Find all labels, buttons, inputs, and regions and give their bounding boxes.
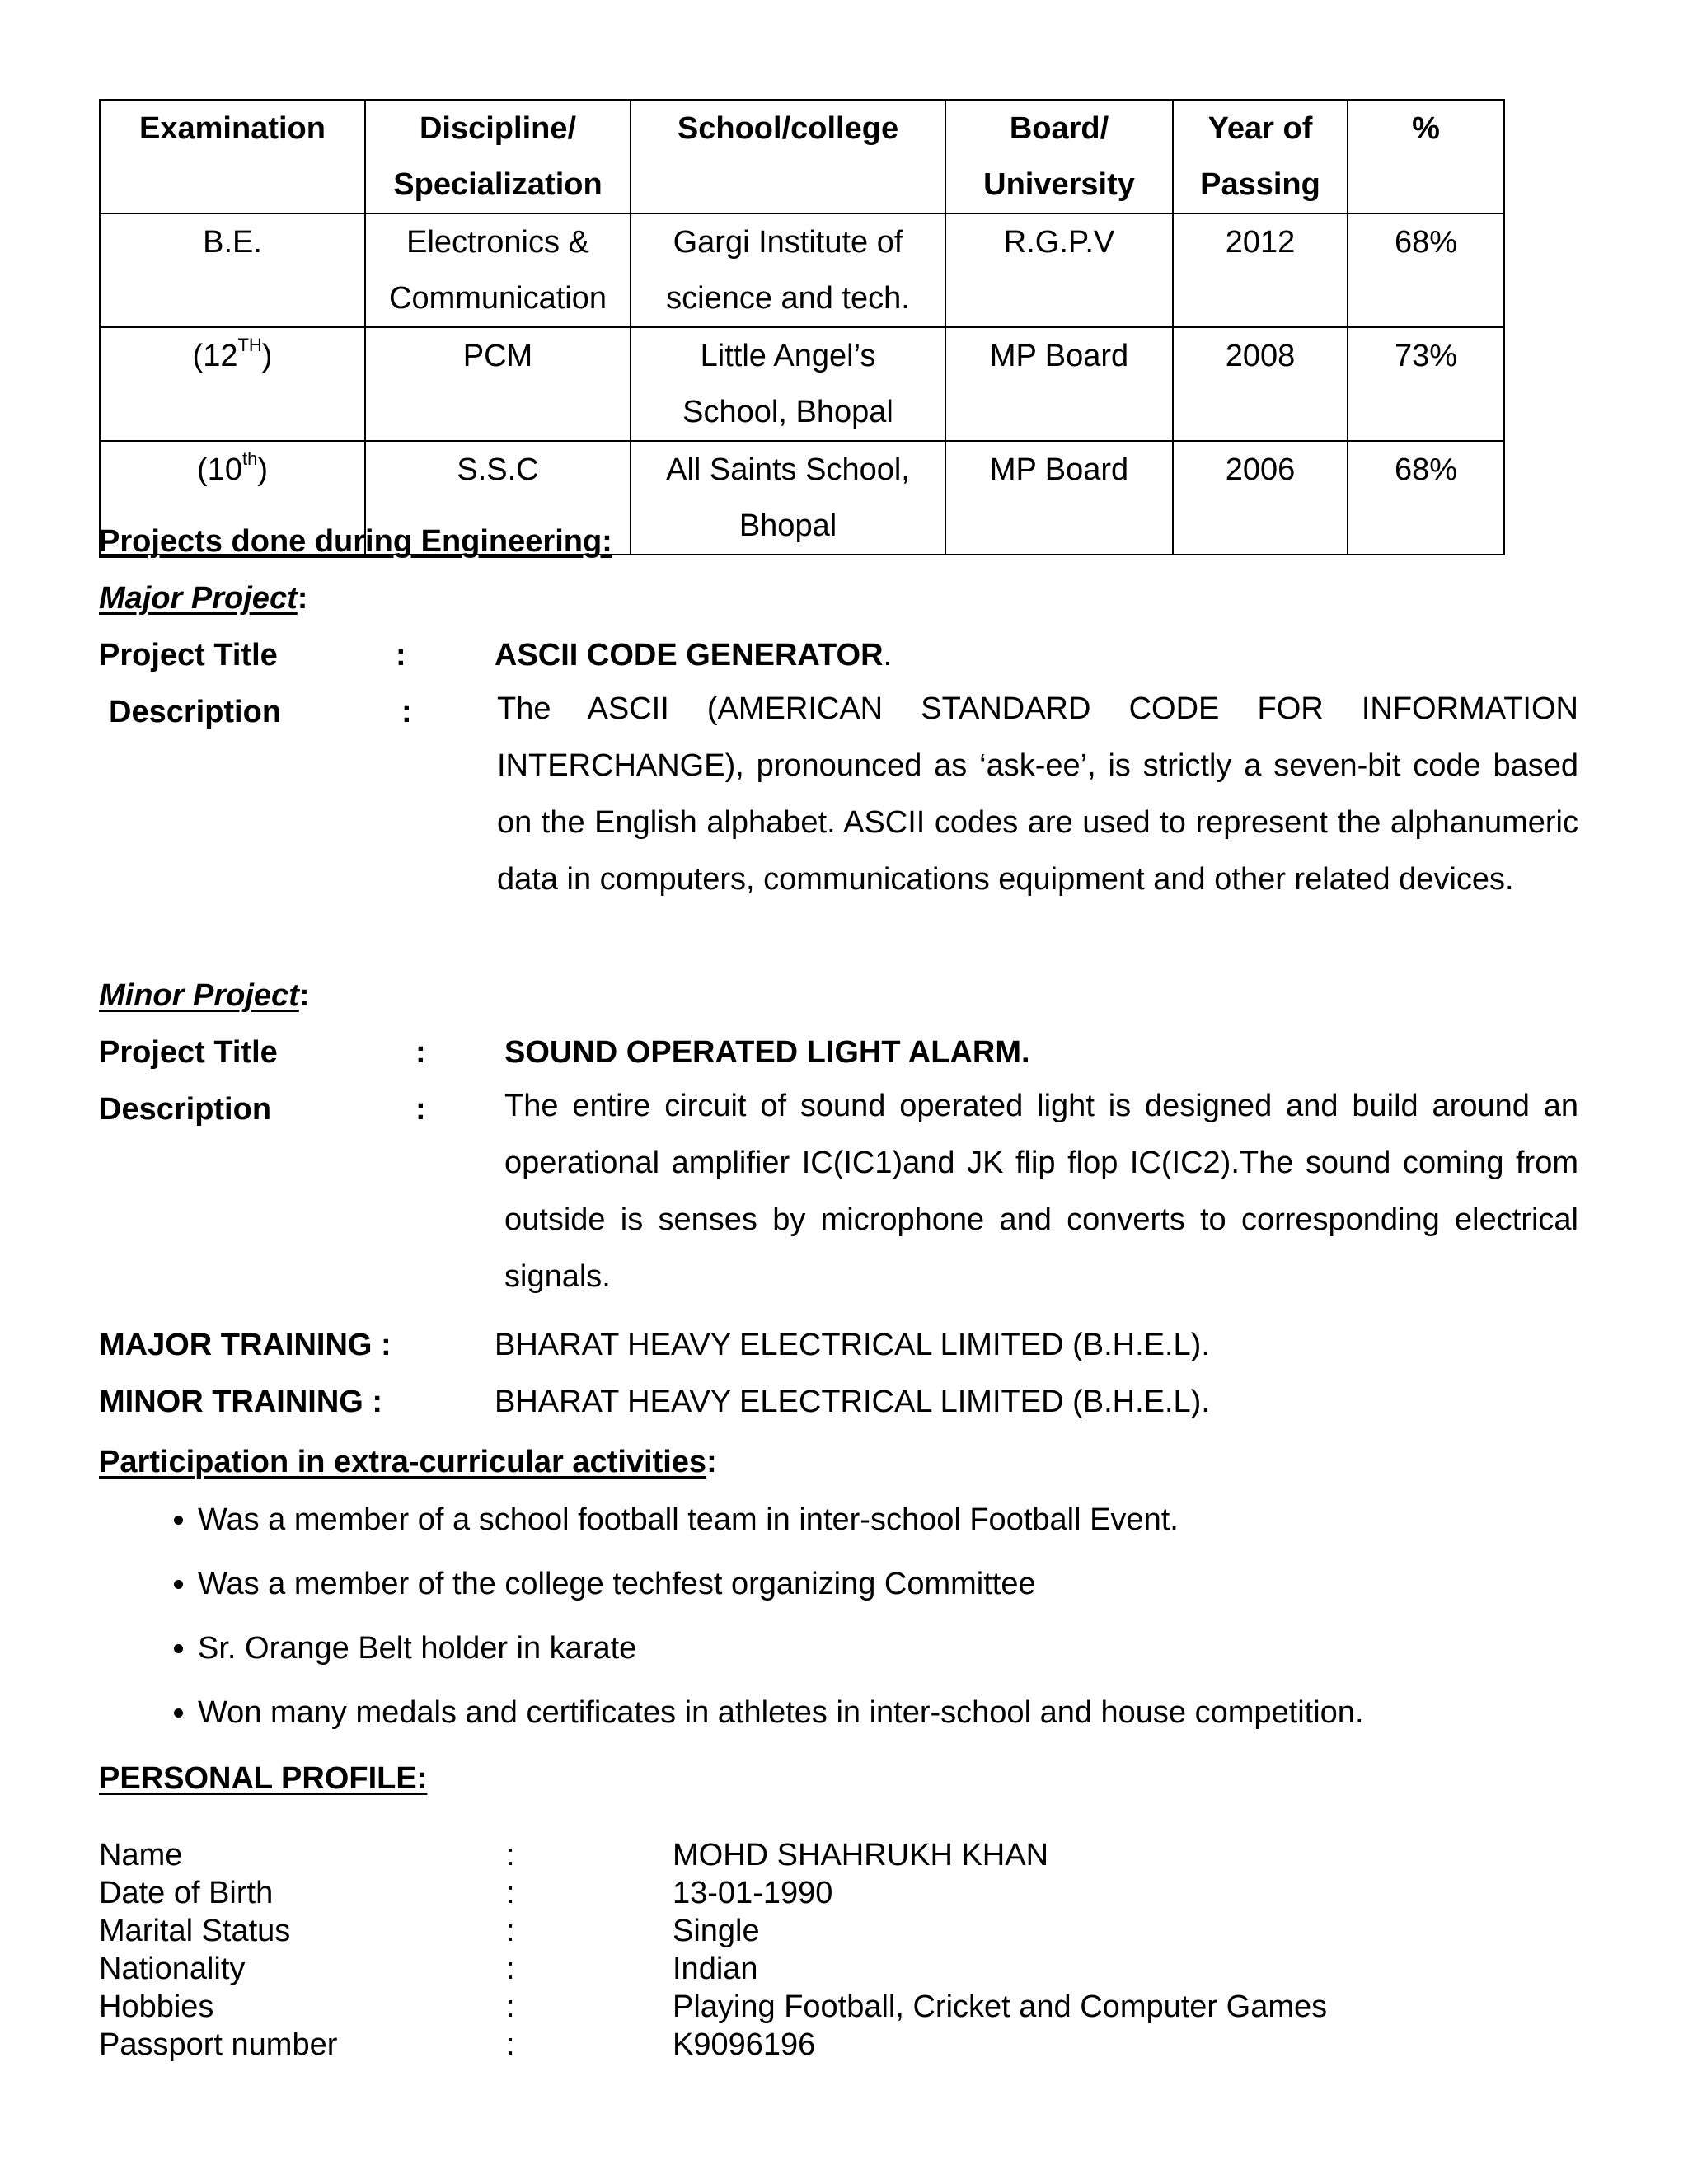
list-item: • Won many medals and certificates in athletes in inter-school and house competition. [198,1680,1599,1745]
major-title-colon: : [396,638,406,673]
major-training-label: MAJOR TRAINING : [99,1328,392,1362]
cell-percent: 68% [1348,441,1504,555]
cell-exam: (12TH) [100,327,365,441]
cell-discipline: Electronics & Communication [365,213,631,327]
major-project-heading: Major Project: [99,581,308,616]
minor-training-value: BHARAT HEAVY ELECTRICAL LIMITED (B.H.E.L). [495,1385,1210,1419]
list-item: • Was a member of the college techfest organizing Committee [198,1552,1599,1616]
table-row [100,327,1504,441]
education-table [99,99,1505,555]
minor-title: SOUND OPERATED LIGHT ALARM. [504,1035,1030,1070]
profile-label: Nationality [99,1952,246,1986]
list-item: • Sr. Orange Belt holder in karate [198,1616,1599,1680]
profile-value: K9096196 [673,2027,816,2062]
minor-training-label: MINOR TRAINING : [99,1385,383,1419]
minor-title-colon: : [415,1035,426,1070]
major-training-value: BHARAT HEAVY ELECTRICAL LIMITED (B.H.E.L). [495,1328,1210,1362]
major-desc-label: Description [109,695,282,729]
major-title: ASCII CODE GENERATOR. [495,638,893,673]
major-description: The ASCII (AMERICAN STANDARD CODE FOR INFORMATION INTERCHANGE), pronounced as ‘ask-ee’, is strictly a seven-bit code based on the English alphabet. ASCII codes are used to represent the alphanumeric data in computers, communications equipment and other related devices. [497,691,1578,897]
major-desc-colon: : [401,695,412,729]
header-board: Board/ University [945,100,1173,213]
cell-discipline: S.S.C [365,441,631,555]
header-percent: % [1348,100,1504,213]
cell-year: 2006 [1173,441,1348,555]
profile-heading: PERSONAL PROFILE: [99,1761,428,1796]
profile-colon: : [506,1990,515,2024]
minor-description: The entire circuit of sound operated light is designed and build around an operational amplifier IC(IC1)and JK flip flop IC(IC2).The sound coming from outside is senses by microphone and converts to corresponding electrical signals. [504,1089,1578,1294]
header-examination: Examination [100,100,365,213]
cell-school: All Saints School, Bhopal [631,441,945,555]
table-row [100,213,1504,327]
cell-year: 2008 [1173,327,1348,441]
cell-school: Little Angel’s School, Bhopal [631,327,945,441]
minor-desc-label: Description [99,1092,272,1127]
profile-label: Passport number [99,2027,338,2062]
cell-school: Gargi Institute of science and tech. [631,213,945,327]
profile-colon: : [506,1952,515,1986]
profile-label: Date of Birth [99,1876,274,1910]
profile-colon: : [506,1838,515,1872]
profile-colon: : [506,1914,515,1948]
profile-value: Indian [673,1952,758,1986]
profile-value: 13-01-1990 [673,1876,833,1910]
profile-value: Playing Football, Cricket and Computer Games [673,1990,1328,2024]
cell-year: 2012 [1173,213,1348,327]
activities-list [140,1488,1599,1745]
profile-label: Name [99,1838,183,1872]
profile-value: MOHD SHAHRUKH KHAN [673,1838,1049,1872]
profile-label: Marital Status [99,1914,291,1948]
profile-colon: : [506,2027,515,2062]
table-header-row [100,100,1504,213]
profile-label: Hobbies [99,1990,214,2024]
profile-value: Single [673,1914,760,1948]
cell-percent: 73% [1348,327,1504,441]
cell-exam: (10th) [100,441,365,555]
profile-colon: : [506,1876,515,1910]
header-school: School/college [631,100,945,213]
activities-heading: Participation in extra-curricular activities: [99,1445,717,1479]
projects-heading: Projects done during Engineering: [99,524,612,559]
cell-board: R.G.P.V [945,213,1173,327]
header-discipline: Discipline/ Specialization [365,100,631,213]
cell-percent: 68% [1348,213,1504,327]
major-title-label: Project Title [99,638,278,673]
cell-board: MP Board [945,441,1173,555]
cell-discipline: PCM [365,327,631,441]
list-item: • Was a member of a school football team in inter-school Football Event. [198,1488,1599,1552]
header-year: Year of Passing [1173,100,1348,213]
minor-desc-colon: : [415,1092,426,1127]
cell-exam: B.E. [100,213,365,327]
minor-project-heading: Minor Project: [99,978,310,1013]
cell-board: MP Board [945,327,1173,441]
minor-title-label: Project Title [99,1035,278,1070]
